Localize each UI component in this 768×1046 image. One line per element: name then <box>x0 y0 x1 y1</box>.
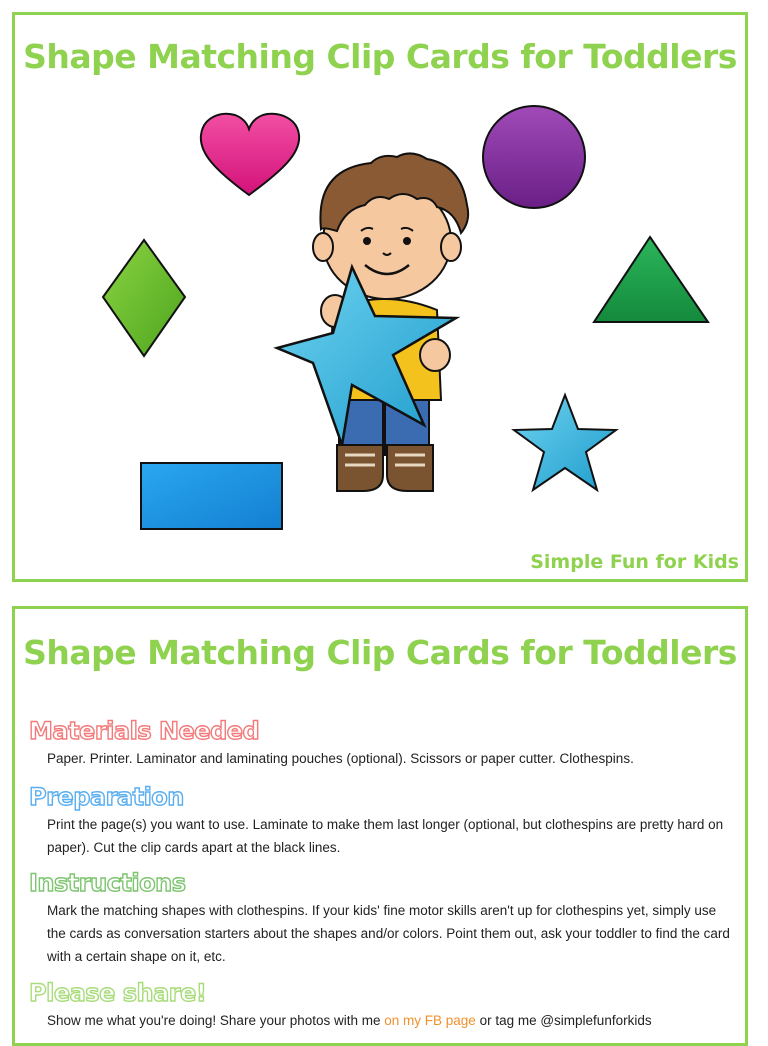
diamond-shape <box>103 240 185 356</box>
section-heading-share: Please share! <box>29 979 207 1007</box>
info-card <box>12 606 748 1046</box>
info-title: Shape Matching Clip Cards for Toddlers <box>23 633 737 672</box>
brand-label: Simple Fun for Kids <box>530 551 739 573</box>
section-share <box>29 979 731 1032</box>
circle-shape <box>483 106 585 208</box>
section-heading-materials: Materials Needed <box>29 717 260 745</box>
rectangle-shape <box>141 463 282 529</box>
section-instructions <box>29 869 731 968</box>
cover-title: Shape Matching Clip Cards for Toddlers <box>23 37 737 76</box>
section-body-materials: Paper. Printer. Laminator and laminating pouches (optional). Scissors or paper cutter. Clothespins. <box>47 751 634 766</box>
section-materials <box>29 717 731 770</box>
share-text-before: Show me what you're doing! Share your photos with me <box>47 1013 385 1028</box>
section-body-instructions: Mark the matching shapes with clothespins. If your kids' fine motor skills aren't up for clothespins yet, simply use the cards as conversation starters about the shapes and/or colors. Point them out, ask your toddler to find the card with a certain shape on it, etc. <box>47 903 730 964</box>
section-heading-preparation: Preparation <box>29 783 184 811</box>
section-heading-instructions: Instructions <box>29 869 186 897</box>
cover-artwork <box>15 15 745 579</box>
boy-illustration <box>277 153 468 491</box>
cover-card <box>12 12 748 582</box>
section-preparation <box>29 783 731 859</box>
triangle-shape <box>594 237 708 322</box>
fb-page-link[interactable]: on my FB page <box>384 1013 476 1028</box>
heart-shape <box>201 114 299 195</box>
star-shape <box>514 395 616 490</box>
share-text-after: or tag me @simplefunforkids <box>475 1013 652 1028</box>
section-body-preparation: Print the page(s) you want to use. Laminate to make them last longer (optional, but clothespins are pretty hard on paper). Cut the clip cards apart at the black lines. <box>47 817 724 855</box>
section-body-share <box>47 1009 731 1032</box>
